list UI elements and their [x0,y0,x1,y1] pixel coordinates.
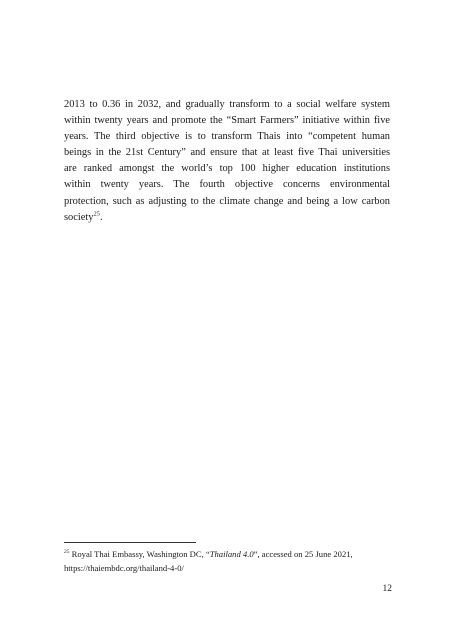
body-line: 2013 to 0.36 in 2032, and gradually transform to a social welfare system [64,99,390,110]
footnote-marker: 25 [64,549,70,556]
body-line: years. The third objective is to transform Thais into “competent human [64,131,390,143]
body-last-line [64,210,390,226]
body-line: beings in the 21st Century” and ensure that at least five Thai universities [64,147,390,159]
footnote-reference[interactable]: 25 [93,210,100,218]
body-line: within twenty years and promote the “Smart Farmers” initiative within five [64,115,390,127]
footnote [64,548,394,575]
footnote-separator [64,542,196,543]
body-paragraph [64,97,390,226]
footnote-title: Thailand 4.0 [209,549,254,559]
page-number: 12 [382,584,392,594]
body-last-word: society [64,211,94,223]
body-line: within twenty years. The fourth objective concerns environmental [64,179,390,191]
body-last-punctuation: . [99,211,103,223]
footnote-text-after: ”, accessed on 25 June 2021, https://thaiembdc.org/thailand-4-0/ [64,549,353,573]
body-line: are ranked amongst the world’s top 100 higher education institutions [64,163,390,175]
footnote-text-before: Royal Thai Embassy, Washington DC, “ [69,549,210,559]
body-line: protection, such as adjusting to the climate change and being a low carbon [64,195,390,207]
